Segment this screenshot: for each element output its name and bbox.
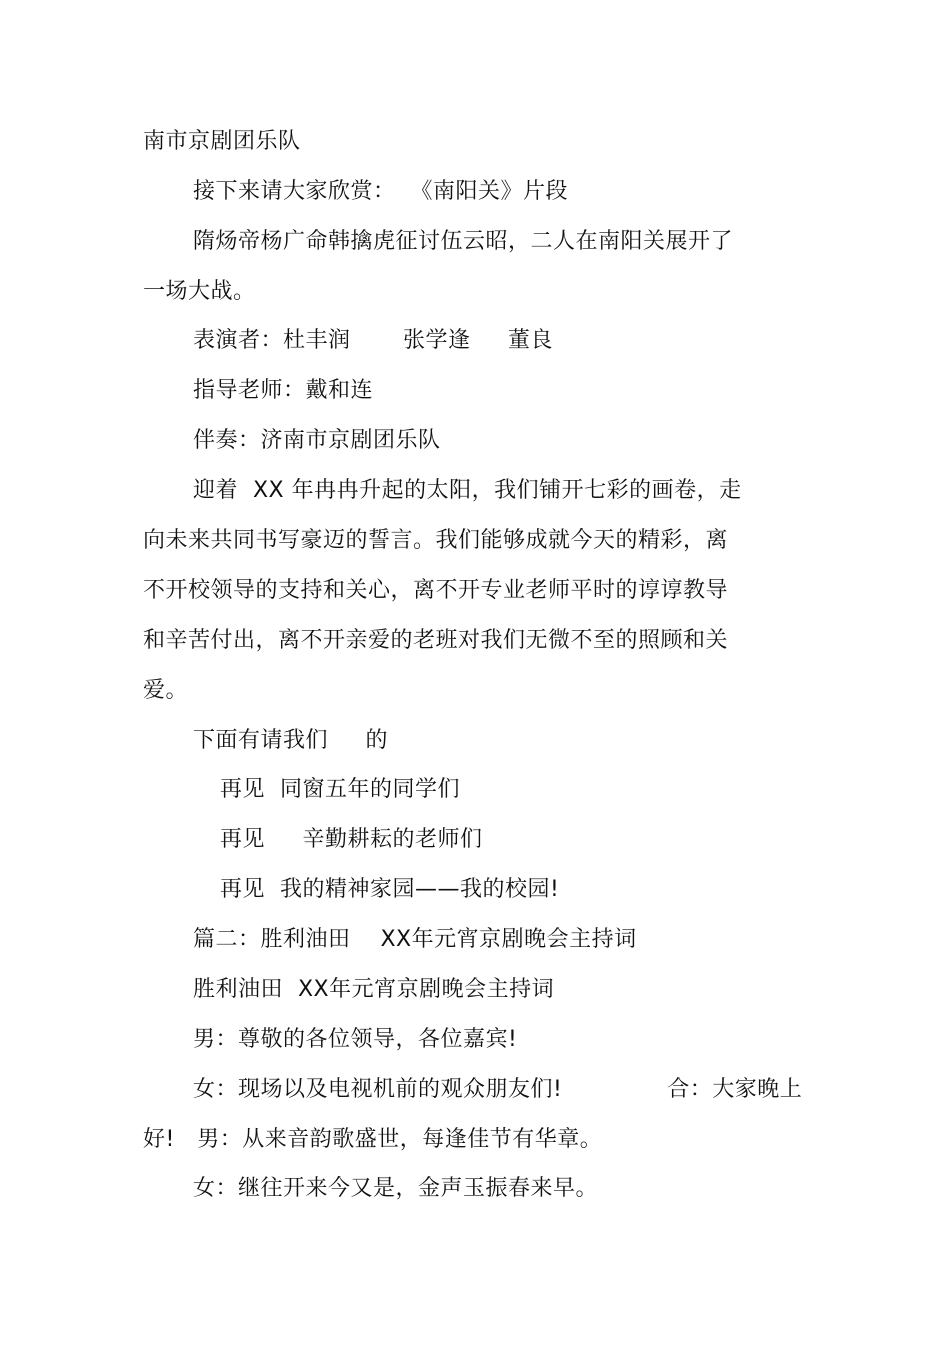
text-line-farewell-1: 再见 同窗五年的同学们 bbox=[220, 777, 460, 802]
text-line-female-greeting: 女：现场以及电视机前的观众朋友们! 合：大家晚上 bbox=[193, 1077, 803, 1102]
text-line-male-greeting: 男：尊敬的各位领导，各位嘉宾! bbox=[193, 1027, 518, 1052]
text-line-chapter-heading: 篇二：胜利油田 XX年元宵京剧晚会主持词 bbox=[193, 927, 637, 952]
text-line-paragraph-1: 迎着 XX 年冉冉升起的太阳，我们铺开七彩的画卷，走 bbox=[193, 478, 742, 503]
text-line-paragraph-5: 爱。 bbox=[143, 678, 189, 703]
text-line-story-1: 隋炀帝杨广命韩擒虎征讨伍云昭，二人在南阳关展开了 bbox=[193, 229, 734, 254]
text-line-program-intro: 接下来请大家欣赏： 《南阳关》片段 bbox=[193, 179, 568, 204]
text-line-continuation: 南市京剧团乐队 bbox=[143, 129, 301, 154]
text-line-farewell-2: 再见 辛勤耕耘的老师们 bbox=[220, 827, 483, 852]
text-line-farewell-3: 再见 我的精神家园——我的校园! bbox=[220, 877, 560, 902]
text-line-invite: 下面有请我们 的 bbox=[193, 728, 388, 753]
text-line-instructor: 指导老师：戴和连 bbox=[193, 378, 374, 403]
text-line-female-verse: 女：继往开来今又是，金声玉振春来早。 bbox=[193, 1176, 599, 1201]
text-line-performers: 表演者：杜丰润 张学逢 董良 bbox=[193, 328, 553, 353]
text-line-accompaniment: 伴奏：济南市京剧团乐队 bbox=[193, 428, 441, 453]
text-line-subtitle: 胜利油田 XX年元宵京剧晚会主持词 bbox=[193, 977, 555, 1002]
text-line-male-verse: 好! 男：从来音韵歌盛世，每逢佳节有华章。 bbox=[143, 1127, 603, 1152]
text-line-paragraph-2: 向未来共同书写豪迈的誓言。我们能够成就今天的精彩，离 bbox=[143, 528, 729, 553]
text-line-paragraph-4: 和辛苦付出，离不开亲爱的老班对我们无微不至的照顾和关 bbox=[143, 628, 729, 653]
text-line-story-2: 一场大战。 bbox=[143, 279, 256, 304]
text-line-paragraph-3: 不开校领导的支持和关心，离不开专业老师平时的谆谆教导 bbox=[143, 578, 729, 603]
